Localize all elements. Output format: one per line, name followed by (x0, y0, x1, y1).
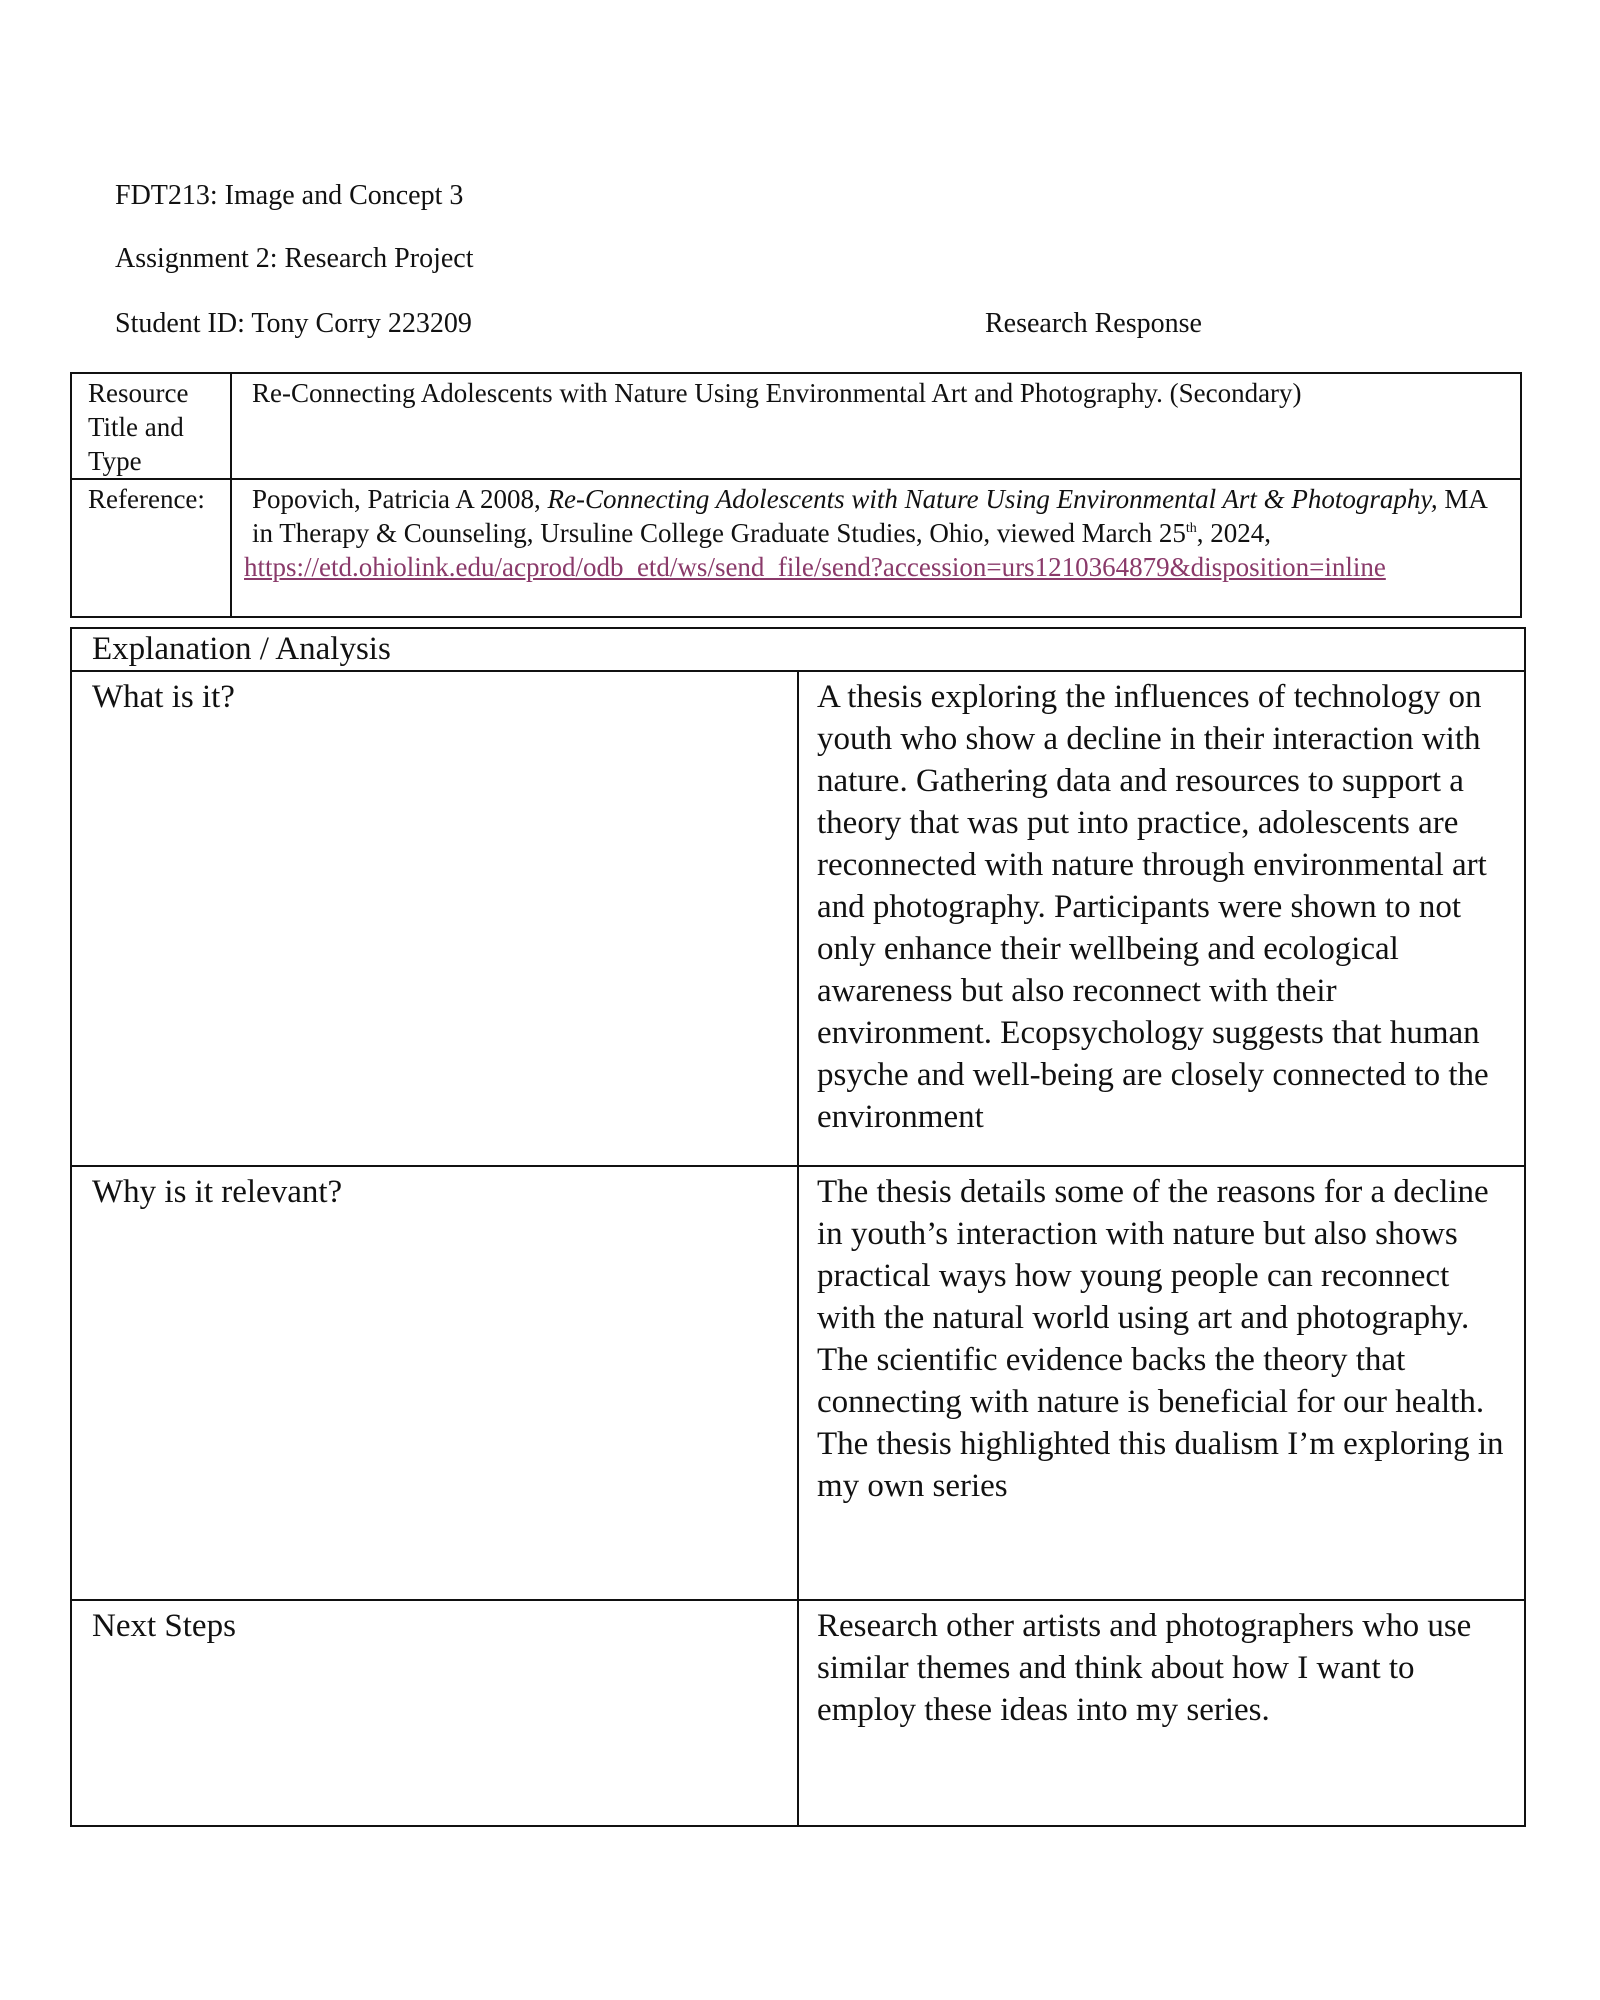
reference-year: , 2024, (1196, 518, 1271, 548)
reference-row (71, 479, 1521, 617)
resource-title-label: Resource Title and Type (71, 373, 231, 479)
analysis-row-why (71, 1166, 1525, 1600)
resource-title-value: Re-Connecting Adolescents with Nature Using Environmental Art and Photography. (Secondary) (231, 373, 1521, 479)
question-why: Why is it relevant? (71, 1166, 798, 1600)
analysis-table (70, 627, 1526, 1827)
analysis-heading: Explanation / Analysis (71, 628, 1525, 671)
question-next: Next Steps (71, 1600, 798, 1826)
reference-value (231, 479, 1521, 617)
reference-work-title: Re-Connecting Adolescents with Nature Using Environmental Art & Photography, (547, 484, 1438, 514)
course-title: FDT213: Image and Concept 3 (115, 180, 464, 211)
reference-author: Popovich, Patricia A 2008, (252, 484, 548, 514)
reference-label: Reference: (71, 479, 231, 617)
answer-next: Research other artists and photographers who use similar themes and think about how I want to employ these ideas into my series. (798, 1600, 1525, 1826)
reference-date-suffix: th (1185, 521, 1197, 536)
resource-table (70, 372, 1522, 618)
answer-what: A thesis exploring the influences of technology on youth who show a decline in their interaction with nature. Gathering data and resources to support a theory that was put into practice, adolescents are reconnected with nature through environmental art and photography. Participants were shown to not only enhance their wellbeing and ecological awareness but also reconnect with their environment. Ecopsychology suggests that human psyche and well-being are closely connected to the environment (798, 671, 1525, 1166)
reference-url-link[interactable]: https://etd.ohiolink.edu/acprod/odb_etd/ws/send_file/send?accession=urs1210364879&disposition=inline (244, 552, 1386, 582)
reference-details: MA in Therapy & Counseling, Ursuline College Graduate Studies, Ohio, viewed March 25 (252, 484, 1487, 548)
question-what: What is it? (71, 671, 798, 1166)
resource-title-row (71, 373, 1521, 479)
document-type: Research Response (985, 308, 1202, 339)
student-id: Student ID: Tony Corry 223209 (115, 308, 472, 339)
analysis-row-what (71, 671, 1525, 1166)
analysis-row-next (71, 1600, 1525, 1826)
answer-why: The thesis details some of the reasons for a decline in youth’s interaction with nature but also shows practical ways how young people can reconnect with the natural world using art and photography. The scientific evidence backs the theory that connecting with nature is beneficial for our health. The thesis highlighted this dualism I’m exploring in my own series (798, 1166, 1525, 1600)
analysis-heading-row (71, 628, 1525, 671)
assignment-title: Assignment 2: Research Project (115, 243, 474, 274)
